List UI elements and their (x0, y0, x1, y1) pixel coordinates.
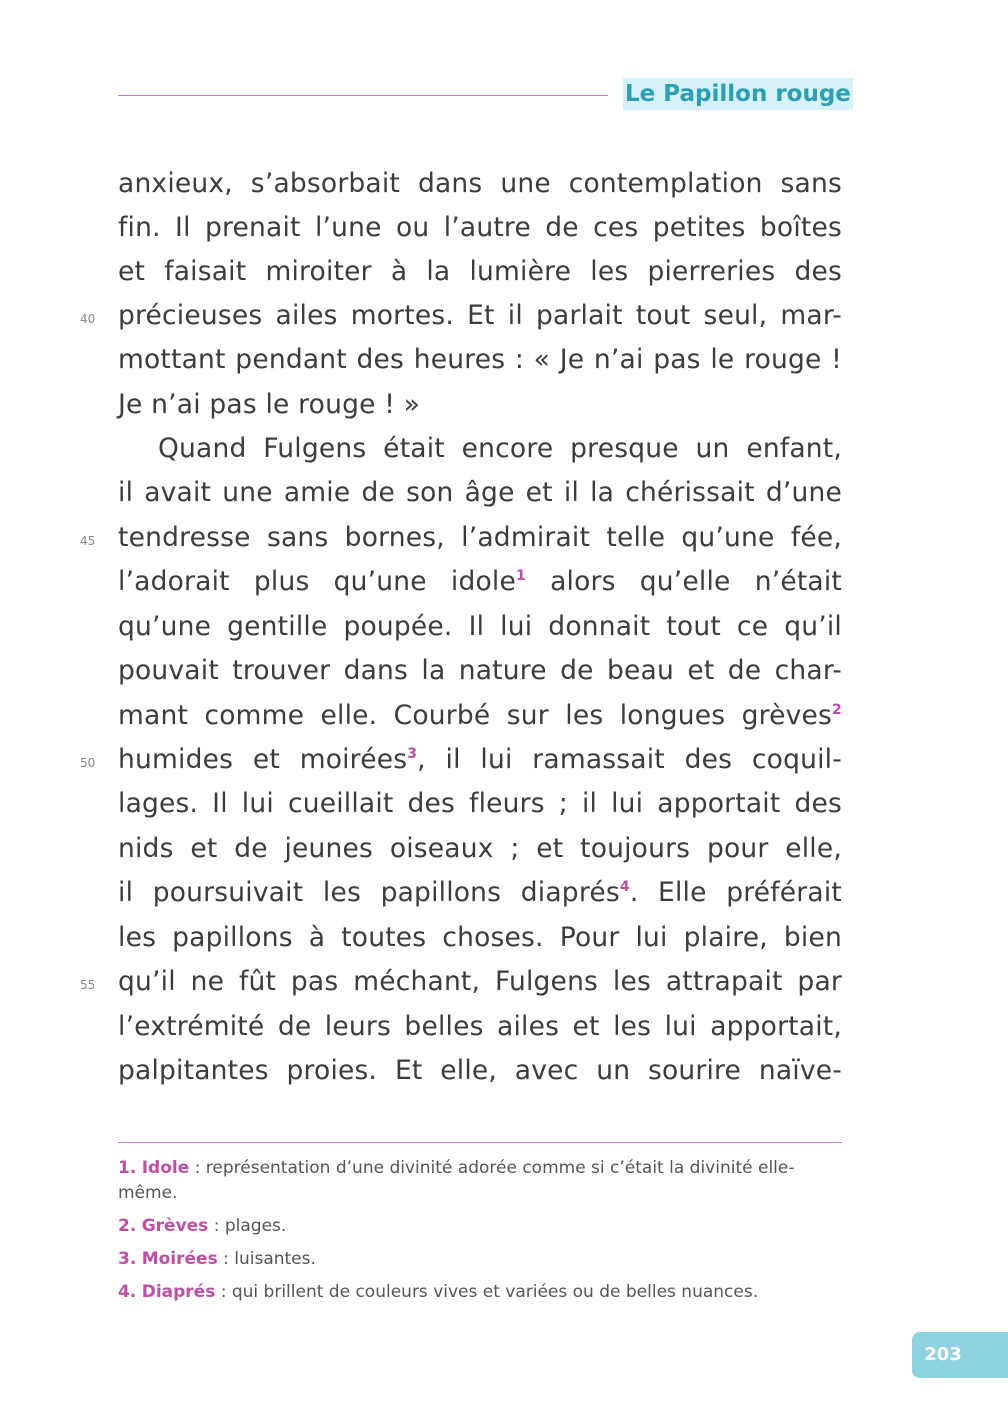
text-line (118, 738, 842, 782)
header-rule (118, 95, 608, 96)
footnote (118, 1214, 842, 1239)
text-run: alors qu’elle n’était (525, 566, 843, 597)
text-line: anxieux, s’absorbait dans une contemplation sans (118, 168, 842, 199)
text-line (118, 694, 842, 738)
line-number: 40 (80, 312, 96, 326)
line-number: 45 (80, 534, 96, 548)
text-line: tendresse sans bornes, l’admirait telle qu’une fée, (118, 522, 842, 553)
footnote-number: 2. (118, 1216, 137, 1236)
text-line (118, 871, 842, 915)
footnote-marker: 2 (832, 702, 842, 718)
footnote-definition: : qui brillent de couleurs vives et variées ou de belles nuances. (215, 1282, 759, 1302)
footnote-number: 3. (118, 1249, 137, 1269)
text-line: palpitantes proies. Et elle, avec un sourire naïve- (118, 1055, 842, 1086)
footnote-marker: 3 (407, 746, 418, 762)
footnote-definition: : plages. (208, 1216, 287, 1236)
text-line: lages. Il lui cueillait des fleurs ; il lui apportait des (118, 788, 842, 819)
text-line: précieuses ailes mortes. Et il parlait tout seul, mar- (118, 300, 842, 331)
footnote (118, 1247, 842, 1272)
line-number: 55 (80, 978, 96, 992)
text-line: fin. Il prenait l’une ou l’autre de ces petites boîtes (118, 212, 842, 243)
text-line: Je n’ai pas le rouge ! » (118, 389, 421, 420)
text-line: qu’il ne fût pas méchant, Fulgens les attrapait par (118, 966, 842, 997)
page-number: 203 (924, 1344, 962, 1365)
footnote-definition: : luisantes. (217, 1249, 316, 1269)
footnote-term: Diaprés (141, 1282, 216, 1302)
text-run: . Elle préférait (629, 877, 842, 908)
footnote-rule (118, 1142, 842, 1143)
chapter-title: Le Papillon rouge (623, 78, 853, 110)
footnote-marker: 1 (516, 568, 526, 584)
footnote-term: Moirées (141, 1249, 218, 1269)
footnote-marker: 4 (619, 879, 630, 895)
text-run: il poursuivait les papillons diaprés (118, 877, 620, 908)
line-number: 50 (80, 756, 96, 770)
footnote-number: 1. (118, 1158, 137, 1178)
text-line: mottant pendant des heures : « Je n’ai pas le rouge ! (118, 344, 842, 375)
footnote-term: Grèves (141, 1216, 209, 1236)
text-run: mant comme elle. Courbé sur les longues grèves (118, 700, 833, 731)
text-line (118, 560, 842, 604)
text-line: l’extrémité de leurs belles ailes et les lui apportait, (118, 1011, 842, 1042)
text-line: Quand Fulgens était encore presque un enfant, (158, 433, 842, 464)
text-run: humides et moirées (118, 744, 408, 775)
text-line: il avait une amie de son âge et il la chérissait d’une (118, 477, 842, 508)
text-line: et faisait miroiter à la lumière les pierreries des (118, 256, 842, 287)
footnote-definition: : représentation d’une divinité adorée comme si c’était la divinité elle-même. (118, 1158, 795, 1203)
text-line: nids et de jeunes oiseaux ; et toujours pour elle, (118, 833, 842, 864)
footnote-term: Idole (141, 1158, 190, 1178)
footnote (118, 1280, 842, 1305)
text-line: les papillons à toutes choses. Pour lui plaire, bien (118, 922, 842, 953)
text-run: l’adorait plus qu’une idole (118, 566, 516, 597)
footnote (118, 1156, 842, 1206)
text-line: qu’une gentille poupée. Il lui donnait tout ce qu’il (118, 611, 842, 642)
text-run: , il lui ramassait des coquil- (417, 744, 842, 775)
footnote-number: 4. (118, 1282, 137, 1302)
text-line: pouvait trouver dans la nature de beau et de char- (118, 655, 842, 686)
